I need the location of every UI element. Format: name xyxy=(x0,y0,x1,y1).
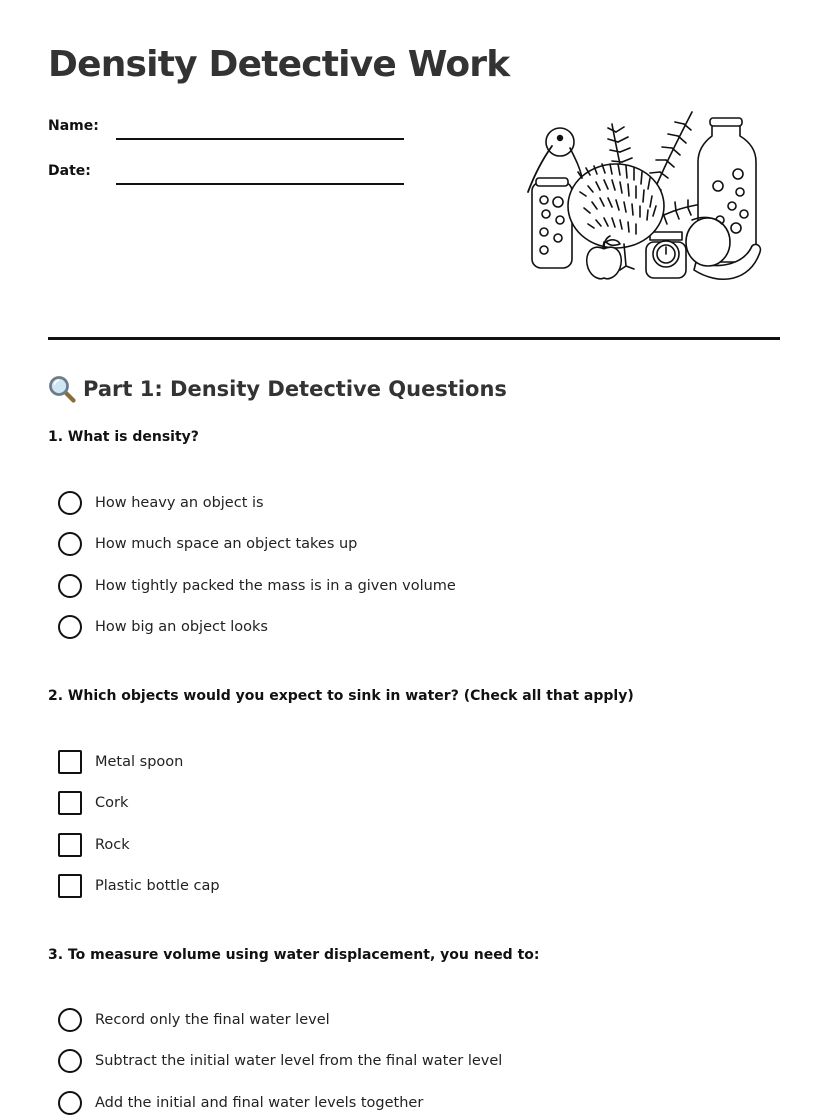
option-label: How much space an object takes up xyxy=(95,536,358,552)
question-2-option[interactable] xyxy=(58,874,220,898)
question-1-option[interactable] xyxy=(58,491,264,515)
name-label: Name: xyxy=(48,118,99,134)
section-heading xyxy=(48,374,507,404)
question-1-option[interactable] xyxy=(58,532,357,556)
option-label: Plastic bottle cap xyxy=(95,878,220,894)
option-label: Cork xyxy=(95,795,129,811)
checkbox[interactable] xyxy=(58,750,82,774)
radio-button[interactable] xyxy=(58,1049,82,1073)
question-3-option[interactable] xyxy=(58,1049,502,1073)
question-2-option[interactable] xyxy=(58,750,183,774)
option-label: How heavy an object is xyxy=(95,495,264,511)
radio-button[interactable] xyxy=(58,615,82,639)
left-jar-icon xyxy=(532,178,572,268)
question-2-prompt: 2. Which objects would you expect to sink in water? (Check all that apply) xyxy=(48,688,634,704)
scale-icon xyxy=(646,232,686,278)
name-field[interactable] xyxy=(116,138,404,140)
option-label: How big an object looks xyxy=(95,619,268,635)
radio-button[interactable] xyxy=(58,574,82,598)
section-heading-text: Part 1: Density Detective Questions xyxy=(83,377,507,401)
checkbox[interactable] xyxy=(58,791,82,815)
fruit-icon xyxy=(686,217,730,266)
question-1-option[interactable] xyxy=(58,615,268,639)
date-field[interactable] xyxy=(116,183,404,185)
question-1-option[interactable] xyxy=(58,574,456,598)
page-title: Density Detective Work xyxy=(48,44,510,85)
question-2-option[interactable] xyxy=(58,791,128,815)
option-label: Add the initial and final water levels together xyxy=(95,1095,424,1111)
section-divider xyxy=(48,337,780,340)
option-label: Rock xyxy=(95,837,130,853)
date-label: Date: xyxy=(48,163,91,179)
question-2-option[interactable] xyxy=(58,833,130,857)
option-label: Subtract the initial water level from the final water level xyxy=(95,1053,503,1069)
option-label: Metal spoon xyxy=(95,754,184,770)
radio-button[interactable] xyxy=(58,532,82,556)
option-label: How tightly packed the mass is in a given volume xyxy=(95,578,456,594)
question-3-prompt: 3. To measure volume using water displacement, you need to: xyxy=(48,947,540,963)
checkbox[interactable] xyxy=(58,833,82,857)
radio-button[interactable] xyxy=(58,1008,82,1032)
magnifying-glass-icon xyxy=(48,375,76,403)
radio-button[interactable] xyxy=(58,1091,82,1115)
question-3-option[interactable] xyxy=(58,1091,423,1115)
radio-button[interactable] xyxy=(58,491,82,515)
kiwi-science-illustration xyxy=(524,102,764,286)
option-label: Record only the final water level xyxy=(95,1012,330,1028)
question-1-prompt: 1. What is density? xyxy=(48,429,199,445)
question-3-option[interactable] xyxy=(58,1008,330,1032)
checkbox[interactable] xyxy=(58,874,82,898)
